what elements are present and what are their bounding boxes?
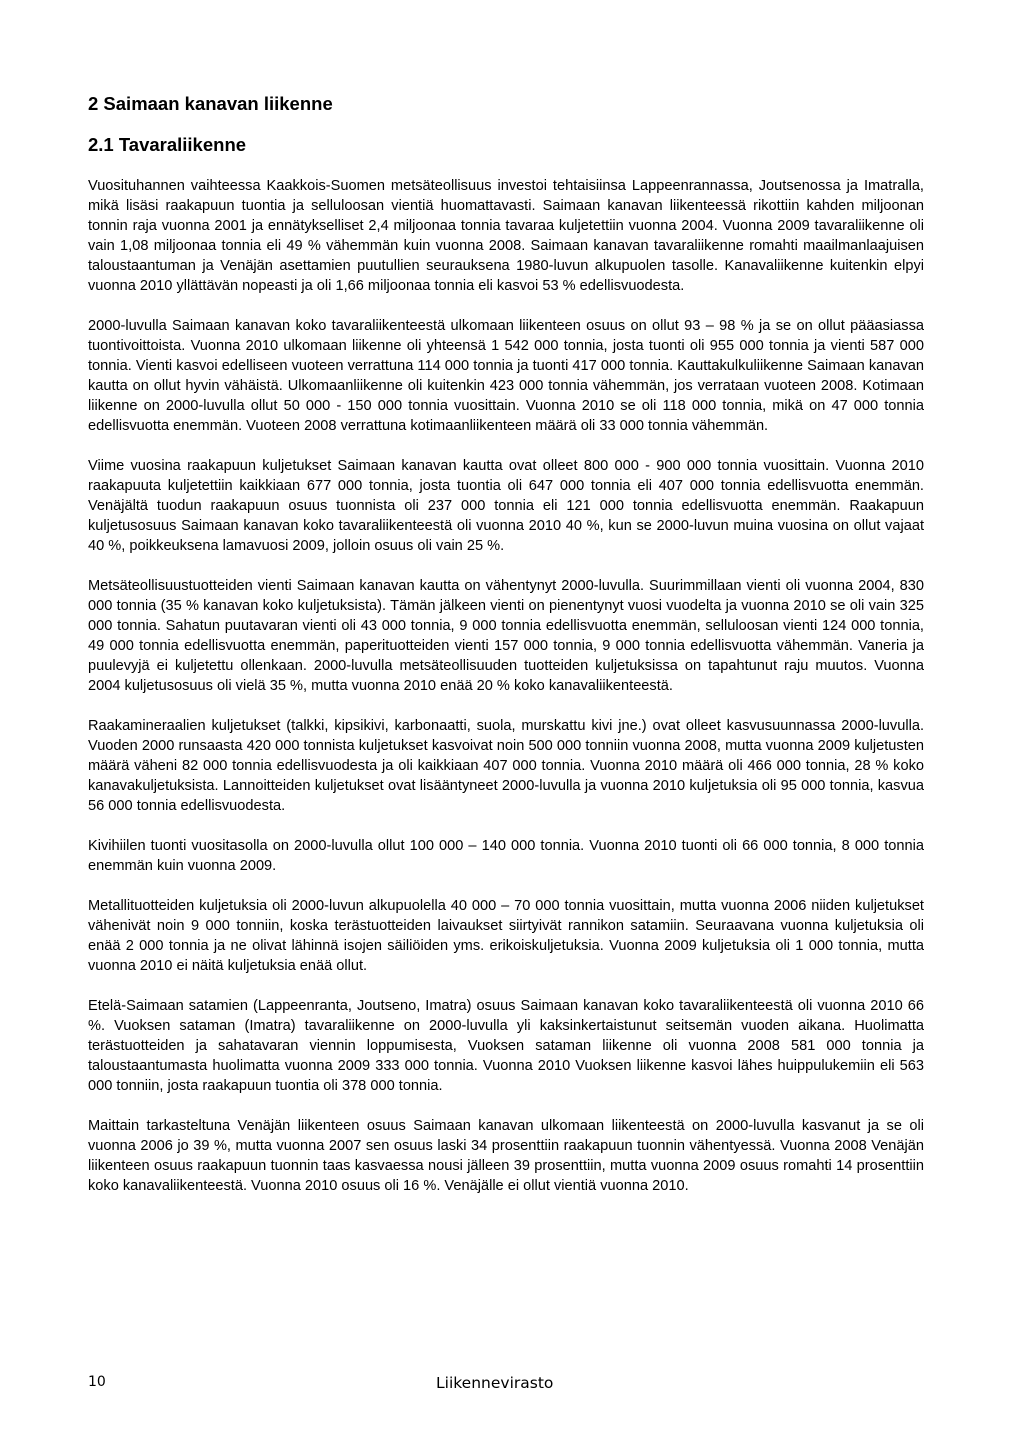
- paragraph-6: Kivihiilen tuonti vuositasolla on 2000-luvulla ollut 100 000 – 140 000 tonnia. Vuonna 2010 tuonti oli 66 000 tonnia, 8 000 tonnia enemmän kuin vuonna 2009.: [88, 838, 924, 874]
- paragraph-4: Metsäteollisuustuotteiden vienti Saimaan kanavan kautta on vähentynyt 2000-luvulla. Suurimmillaan vienti oli vuonna 2004, 830 000 tonnia (35 % kanavan koko kuljetuksista). Tämän jälkeen vienti on pienentynyt vuosi vuodelta ja vuonna 2010 se oli vain 325 000 tonnia. Sahatun puutavaran vienti oli 43 000 tonnia, 9 000 tonnia edellisvuotta enemmän, selluloosan vienti 124 000 tonnia, 49 000 tonnia edellisvuotta enemmän, paperituotteiden vienti 157 000 tonnia, 9 000 tonnia edellisvuotta vähemmän. Vaneria ja puulevyjä ei kuljetettu ollenkaan. 2000-luvulla metsäteollisuuden tuotteiden kuljetuksissa on tapahtunut raju muutos. Vuonna 2004 kuljetusosuus oli vielä 35 %, mutta vuonna 2010 enää 20 % koko kanavaliikenteestä.: [88, 578, 924, 694]
- paragraph-3: Viime vuosina raakapuun kuljetukset Saimaan kanavan kautta ovat olleet 800 000 - 900 000 tonnia vuosittain. Vuonna 2010 raakapuuta kuljetettiin kaikkiaan 677 000 tonnia, josta tuontia oli 647 000 tonnia eli 407 000 tonnia edellisvuotta enemmän. Venäjältä tuodun raakapuun osuus tuonnista oli 237 000 tonnia eli 121 000 tonnia edellisvuotta enemmän. Raakapuun kuljetusosuus Saimaan kanavan koko tavaraliikenteestä oli vuonna 2010 40 %, kun se 2000-luvun muina vuosina on ollut vajaat 40 %, poikkeuksena lamavuosi 2009, jolloin osuus oli vain 25 %.: [88, 458, 924, 554]
- page-body: [88, 92, 924, 1216]
- paragraph-2: 2000-luvulla Saimaan kanavan koko tavaraliikenteestä ulkomaan liikenteen osuus on ollut 93 – 98 % ja se on ollut pääasiassa tuontivoittoista. Vuonna 2010 ulkomaan liikenne oli yhteensä 1 542 000 tonnia, josta tuonti oli 955 000 tonnia ja vienti 587 000 tonnia. Vienti kasvoi edelliseen vuoteen verrattuna 114 000 tonnia ja tuonti 417 000 tonnia. Kauttakulkuliikenne Saimaan kanavan kautta on ollut hyvin vähäistä. Ulkomaanliikenne oli kuitenkin 423 000 tonnia vähemmän, jos verrataan vuoteen 2008. Kotimaan liikenne on 2000-luvulla ollut 50 000 - 150 000 tonnia vuosittain. Vuonna 2010 se oli 118 000 tonnia, mikä on 47 000 tonnia edellisvuotta enemmän. Vuoteen 2008 verrattuna kotimaanliikenteen määrä oli 33 000 tonnia vähemmän.: [88, 318, 924, 434]
- publisher-name: Liikennevirasto: [436, 1374, 554, 1392]
- page-footer: [88, 1374, 924, 1396]
- subsection-heading: 2.1 Tavaraliikenne: [88, 134, 247, 155]
- section-heading: 2 Saimaan kanavan liikenne: [88, 93, 333, 114]
- page-number: 10: [88, 1374, 106, 1390]
- paragraph-7: Metallituotteiden kuljetuksia oli 2000-luvun alkupuolella 40 000 – 70 000 tonnia vuosittain, mutta vuonna 2006 niiden kuljetukset vähenivät noin 9 000 tonniin, koska terästuotteiden laivaukset siirtyivät rannikon satamiin. Seuraavana vuonna kuljetuksia oli enää 2 000 tonnia ja ne olivat lähinnä isojen säiliöiden yms. erikoiskuljetuksia. Vuonna 2009 kuljetuksia oli 1 000 tonnia, mutta vuonna 2010 ei näitä kuljetuksia enää ollut.: [88, 898, 924, 974]
- paragraph-5: Raakamineraalien kuljetukset (talkki, kipsikivi, karbonaatti, suola, murskattu kivi jne.) ovat olleet kasvusuunnassa 2000-luvulla. Vuoden 2000 runsaasta 420 000 tonnista kuljetukset kasvoivat noin 500 000 tonniin vuonna 2008, mutta vuonna 2009 kuljetusten määrä väheni 82 000 tonnia edellisvuodesta ja oli kaikkiaan 407 000 tonnia. Vuonna 2010 määrä oli 466 000 tonnia, 28 % koko kanavakuljetuksista. Lannoitteiden kuljetukset ovat lisääntyneet 2000-luvulla ja vuonna 2010 kuljetuksia oli 95 000 tonnia, kasvua 56 000 tonnia edellisvuodesta.: [88, 718, 924, 814]
- paragraph-1: Vuosituhannen vaihteessa Kaakkois-Suomen metsäteollisuus investoi tehtaisiinsa Lappeenrannassa, Joutsenossa ja Imatralla, mikä lisäsi raakapuun tuontia ja selluloosan vientiä huomattavasti. Saimaan kanavan liikenteessä rikottiin kahden miljoonan tonnin raja vuonna 2001 ja ennätykselliset 2,4 miljoonaa tonnia tavaraa kuljetettiin vuonna 2004. Vuonna 2009 tavaraliikenne oli vain 1,08 miljoonaa tonnia eli 49 % vähemmän kuin vuonna 2008. Saimaan kanavan tavaraliikenne romahti maailmanlaajuisen taloustaantuman ja Venäjän asettamien puutullien seurauksena 1980-luvun alkupuolen tasolle. Kanavaliikenne kuitenkin elpyi vuonna 2010 yllättävän nopeasti ja oli 1,66 miljoonaa tonnia eli kasvoi 53 % edellisvuodesta.: [88, 178, 924, 294]
- paragraph-8: Etelä-Saimaan satamien (Lappeenranta, Joutseno, Imatra) osuus Saimaan kanavan koko tavaraliikenteestä oli vuonna 2010 66 %. Vuoksen sataman (Imatra) tavaraliikenne on 2000-luvulla yli kaksinkertaistunut seitsemän vuoden aikana. Huolimatta terästuotteiden ja sahatavaran viennin loppumisesta, Vuoksen sataman liikenne oli vuonna 2008 581 000 tonnia ja taloustaantumasta huolimatta vuonna 2009 333 000 tonnia. Vuonna 2010 Vuoksen liikenne kasvoi lähes huippulukemiin eli 563 000 tonniin, josta raakapuun tuontia oli 378 000 tonnia.: [88, 998, 924, 1094]
- paragraph-9: Maittain tarkasteltuna Venäjän liikenteen osuus Saimaan kanavan ulkomaan liikenteestä on 2000-luvulla kasvanut ja se oli vuonna 2006 jo 39 %, mutta vuonna 2007 sen osuus laski 34 prosenttiin raakapuun tuonnin vähentyessä. Vuonna 2008 Venäjän liikenteen osuus raakapuun tuonnin taas kasvaessa nousi jälleen 39 prosenttiin, mutta vuonna 2009 osuus romahti 14 prosenttiin koko kanavaliikenteestä. Vuonna 2010 osuus oli 16 %. Venäjälle ei ollut vientiä vuonna 2010.: [88, 1118, 924, 1194]
